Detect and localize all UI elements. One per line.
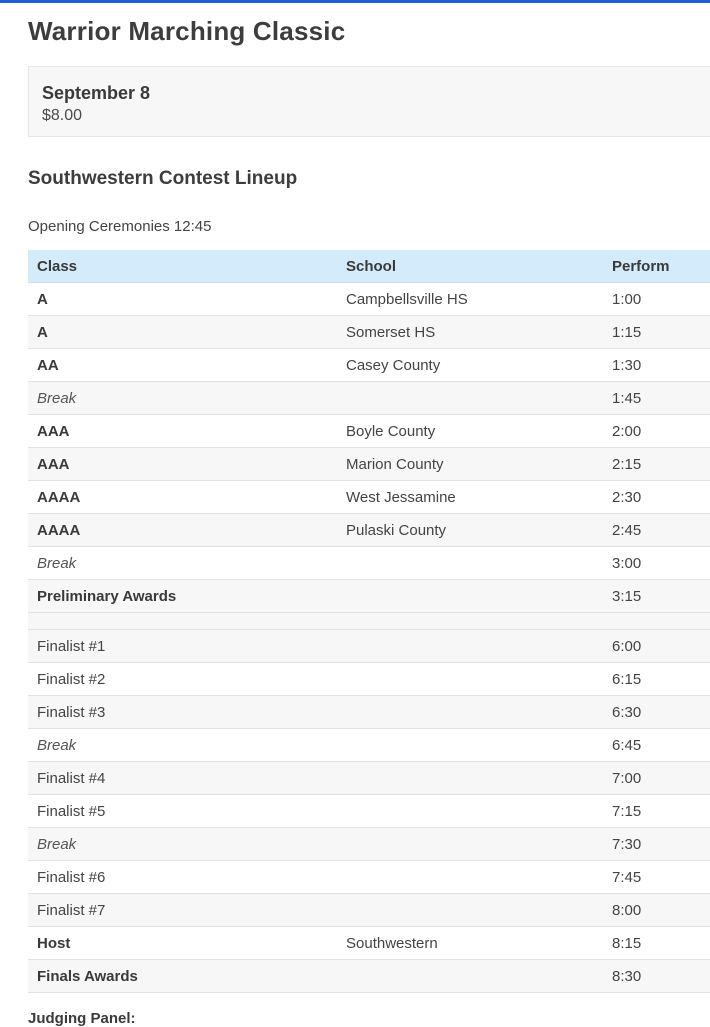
school-cell	[337, 762, 603, 795]
class-cell: AA	[28, 349, 337, 382]
school-cell: Southwestern	[337, 927, 603, 960]
school-cell	[337, 580, 603, 613]
class-cell: Finalist #3	[28, 696, 337, 729]
judging-panel-heading: Judging Panel:	[28, 1010, 136, 1027]
school-cell	[337, 894, 603, 927]
class-cell: AAA	[28, 415, 337, 448]
table-row	[28, 861, 710, 894]
school-cell: Boyle County	[337, 415, 603, 448]
class-cell: Break	[28, 729, 337, 762]
table-row	[28, 283, 710, 316]
header-perform: Perform	[603, 250, 710, 283]
class-cell: AAA	[28, 448, 337, 481]
class-cell: Break	[28, 547, 337, 580]
time-cell: 6:00	[603, 630, 710, 663]
school-cell: Casey County	[337, 349, 603, 382]
time-cell: 1:30	[603, 349, 710, 382]
class-cell: A	[28, 316, 337, 349]
class-cell: Finals Awards	[28, 960, 337, 993]
table-row	[28, 481, 710, 514]
school-cell	[337, 795, 603, 828]
table-row	[28, 349, 710, 382]
table-row	[28, 514, 710, 547]
class-cell: AAAA	[28, 514, 337, 547]
table-row	[28, 729, 710, 762]
class-cell: Finalist #1	[28, 630, 337, 663]
table-row	[28, 580, 710, 613]
school-cell	[337, 613, 603, 630]
school-cell	[337, 729, 603, 762]
school-cell	[337, 382, 603, 415]
event-date-card	[28, 66, 710, 137]
school-cell: West Jessamine	[337, 481, 603, 514]
time-cell: 2:45	[603, 514, 710, 547]
time-cell: 2:30	[603, 481, 710, 514]
school-cell	[337, 960, 603, 993]
time-cell: 7:45	[603, 861, 710, 894]
table-row	[28, 828, 710, 861]
lineup-table	[28, 250, 710, 993]
class-cell: Host	[28, 927, 337, 960]
school-cell: Somerset HS	[337, 316, 603, 349]
time-cell: 3:00	[603, 547, 710, 580]
time-cell: 3:15	[603, 580, 710, 613]
event-date: September 8	[42, 83, 151, 103]
table-row	[28, 630, 710, 663]
opening-ceremonies: Opening Ceremonies 12:45	[28, 218, 212, 235]
school-cell	[337, 630, 603, 663]
table-row	[28, 762, 710, 795]
time-cell: 2:00	[603, 415, 710, 448]
time-cell: 8:30	[603, 960, 710, 993]
time-cell: 7:15	[603, 795, 710, 828]
time-cell: 8:15	[603, 927, 710, 960]
table-row	[28, 382, 710, 415]
time-cell: 7:30	[603, 828, 710, 861]
class-cell	[28, 613, 337, 630]
class-cell: AAAA	[28, 481, 337, 514]
school-cell: Campbellsville HS	[337, 283, 603, 316]
table-row	[28, 415, 710, 448]
table-row	[28, 663, 710, 696]
lineup-title: Southwestern Contest Lineup	[28, 168, 298, 189]
school-cell	[337, 696, 603, 729]
school-cell	[337, 828, 603, 861]
class-cell: Finalist #5	[28, 795, 337, 828]
time-cell: 7:00	[603, 762, 710, 795]
table-row	[28, 696, 710, 729]
time-cell: 8:00	[603, 894, 710, 927]
table-row	[28, 894, 710, 927]
school-cell	[337, 663, 603, 696]
time-cell: 1:00	[603, 283, 710, 316]
time-cell: 2:15	[603, 448, 710, 481]
class-cell: Finalist #7	[28, 894, 337, 927]
table-row	[28, 927, 710, 960]
header-school: School	[337, 250, 603, 283]
school-cell	[337, 547, 603, 580]
table-row	[28, 547, 710, 580]
time-cell	[603, 613, 710, 630]
top-accent-bar	[0, 0, 710, 3]
event-price: $8.00	[42, 107, 83, 124]
class-cell: Finalist #4	[28, 762, 337, 795]
table-row	[28, 316, 710, 349]
class-cell: Preliminary Awards	[28, 580, 337, 613]
page-title: Warrior Marching Classic	[28, 16, 346, 46]
school-cell	[337, 861, 603, 894]
school-cell: Marion County	[337, 448, 603, 481]
class-cell: Break	[28, 382, 337, 415]
class-cell: Finalist #6	[28, 861, 337, 894]
time-cell: 6:30	[603, 696, 710, 729]
class-cell: Break	[28, 828, 337, 861]
table-spacer-row	[28, 613, 710, 630]
time-cell: 1:15	[603, 316, 710, 349]
time-cell: 1:45	[603, 382, 710, 415]
school-cell: Pulaski County	[337, 514, 603, 547]
table-row	[28, 448, 710, 481]
class-cell: A	[28, 283, 337, 316]
class-cell: Finalist #2	[28, 663, 337, 696]
table-row	[28, 960, 710, 993]
time-cell: 6:45	[603, 729, 710, 762]
header-class: Class	[28, 250, 337, 283]
time-cell: 6:15	[603, 663, 710, 696]
table-row	[28, 795, 710, 828]
table-header-row	[28, 250, 710, 283]
